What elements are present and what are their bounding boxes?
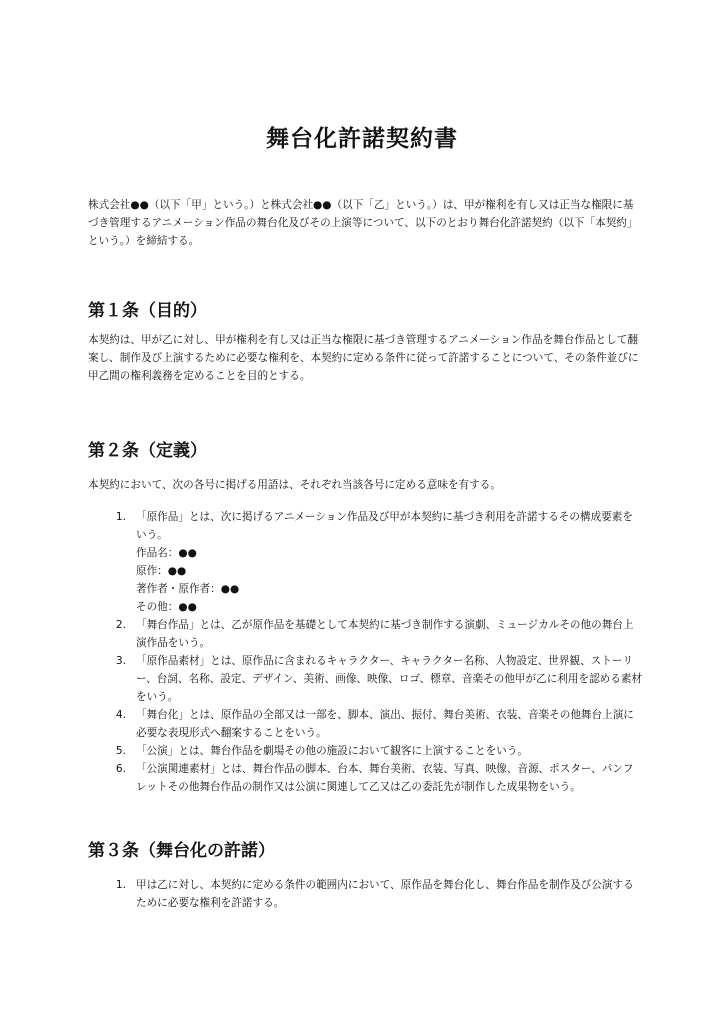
sub-item: その他：●● [136,601,197,613]
list-item [88,508,643,616]
item-number: 4. [115,709,126,721]
article-1-body: 本契約は、甲が乙に対し、甲が権利を有し又は正当な権限に基づき管理するアニメーション作品を舞台作品として翻案し、制作及び上演するために必要な権利を、本契約に定める条件に従って許諾することについて、その条件並びに甲乙間の権利義務を定めることを目的とする。 [88,334,639,382]
item-text: 「公演関連素材」とは、舞台作品の脚本、台本、舞台美術、衣装、写真、映像、音源、ポスター、パンフレットその他舞台作品の制作又は公演に関連して乙又は乙の委託先が制作した成果物をいう。 [136,763,634,793]
sub-item: 原作：●● [136,565,187,577]
intro-paragraph: 株式会社●●（以下「甲」という。）と株式会社●●（以下「乙」という。）は、甲が権利を有し又は正当な権限に基づき管理するアニメーション作品の舞台化及びその上演等について、以下のとおり舞台化許諾契約（以下「本契約」という。）を締結する。 [88,199,638,247]
sub-item: 著作者・原作者：●● [136,583,240,595]
item-number: 6. [115,763,126,775]
item-number: 1. [115,879,126,891]
article-2-intro: 本契約において、次の各号に掲げる用語は、それぞれ当該各号に定める意味を有する。 [88,479,501,491]
list-item [88,652,643,706]
item-text: 「原作品素材」とは、原作品に含まれるキャラクター、キャラクター名称、人物設定、世界観、ストーリー、台詞、名称、設定、デザイン、美術、画像、映像、ロゴ、標章、音楽その他甲が乙に利用を認める素材をいう。 [136,655,643,703]
article-3-heading: 第３条（舞台化の許諾） [88,841,275,861]
item-text: 「舞台化」とは、原作品の全部又は一部を、脚本、演出、振付、舞台美術、衣装、音楽その他舞台上演に必要な表現形式へ翻案することをいう。 [136,709,634,739]
item-text: 「原作品」とは、次に掲げるアニメーション作品及び甲が本契約に基づき利用を許諾するその構成要素をいう。 [136,511,633,541]
article-3-list [88,876,643,912]
article-2-heading: 第２条（定義） [88,441,207,461]
list-item [88,742,643,760]
item-text: 「公演」とは、舞台作品を劇場その他の施設において観客に上演することをいう。 [136,745,528,757]
definitions-list [88,508,643,796]
list-item [88,876,643,912]
item-number: 2. [115,619,126,631]
item-number: 5. [115,745,126,757]
list-item [88,706,643,742]
list-item [88,760,643,796]
article-1-heading: 第１条（目的） [88,301,207,321]
sub-item: 作品名：●● [136,547,197,559]
item-number: 1. [115,511,126,523]
document-title: 舞台化許諾契約書 [266,126,458,152]
item-number: 3. [115,655,126,667]
item-text: 「舞台作品」とは、乙が原作品を基礎として本契約に基づき制作する演劇、ミュージカルその他の舞台上演作品をいう。 [136,619,634,649]
item-text: 甲は乙に対し、本契約に定める条件の範囲内において、原作品を舞台化し、舞台作品を制作及び公演するために必要な権利を許諾する。 [136,879,634,909]
list-item [88,616,643,652]
